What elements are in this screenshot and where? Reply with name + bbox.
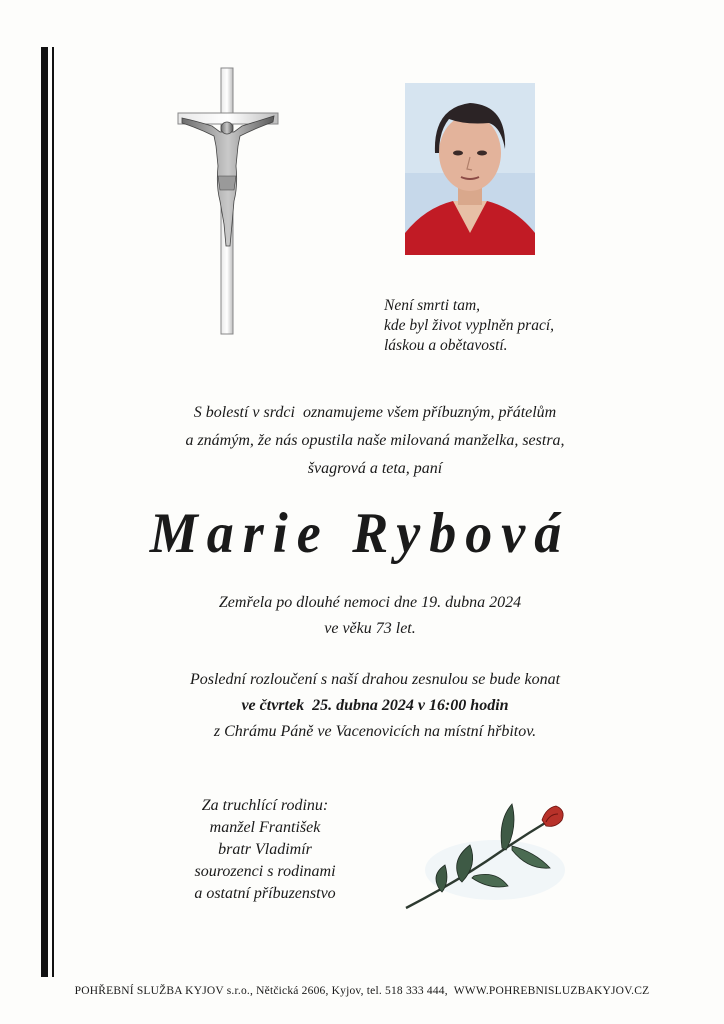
announcement-line: S bolestí v srdci oznamujeme všem příbuzným, přátelům bbox=[193, 404, 557, 421]
footer-contact: POHŘEBNÍ SLUŽBA KYJOV s.r.o., Nětčická 2606, Kyjov, tel. 518 333 444, WWW.POHREBNISLUZBAKYJOV.CZ bbox=[74, 985, 650, 997]
funeral-date: ve čtvrtek 25. dubna 2024 v 16:00 hodin bbox=[241, 697, 509, 714]
deceased-name: Marie Rybová bbox=[149, 501, 571, 565]
mourning-border-thick bbox=[41, 47, 48, 977]
motto-line: kde byl život vyplněn prací, bbox=[384, 317, 555, 334]
funeral-details bbox=[80, 667, 670, 745]
mourners-line: manžel František bbox=[209, 819, 321, 836]
rose-icon bbox=[400, 790, 575, 915]
mourners-line: sourozenci s rodinami bbox=[194, 863, 336, 880]
mourning-border-thin bbox=[52, 47, 54, 977]
motto-line: Není smrti tam, bbox=[384, 297, 481, 314]
motto-line: láskou a obětavostí. bbox=[384, 337, 508, 354]
mourners-list bbox=[150, 795, 380, 905]
death-line: Zemřela po dlouhé nemoci dne 19. dubna 2024 bbox=[218, 594, 522, 611]
mourners-line: bratr Vladimír bbox=[218, 841, 312, 858]
announcement-line: švagrová a teta, paní bbox=[307, 460, 443, 477]
announcement-line: a známým, že nás opustila naše milovaná manželka, sestra, bbox=[185, 432, 565, 449]
announcement-text bbox=[80, 399, 670, 483]
portrait-photo bbox=[405, 83, 535, 255]
funeral-intro: Poslední rozloučení s naší drahou zesnulou se bude konat bbox=[189, 671, 561, 688]
motto-quote bbox=[384, 296, 644, 356]
crucifix-icon bbox=[176, 66, 280, 336]
death-details bbox=[120, 590, 620, 642]
mourners-line: a ostatní příbuzenstvo bbox=[194, 885, 336, 902]
mourners-line: Za truchlící rodinu: bbox=[201, 797, 329, 814]
death-line: ve věku 73 let. bbox=[324, 620, 416, 637]
funeral-place: z Chrámu Páně ve Vacenovicích na místní hřbitov. bbox=[213, 723, 537, 740]
